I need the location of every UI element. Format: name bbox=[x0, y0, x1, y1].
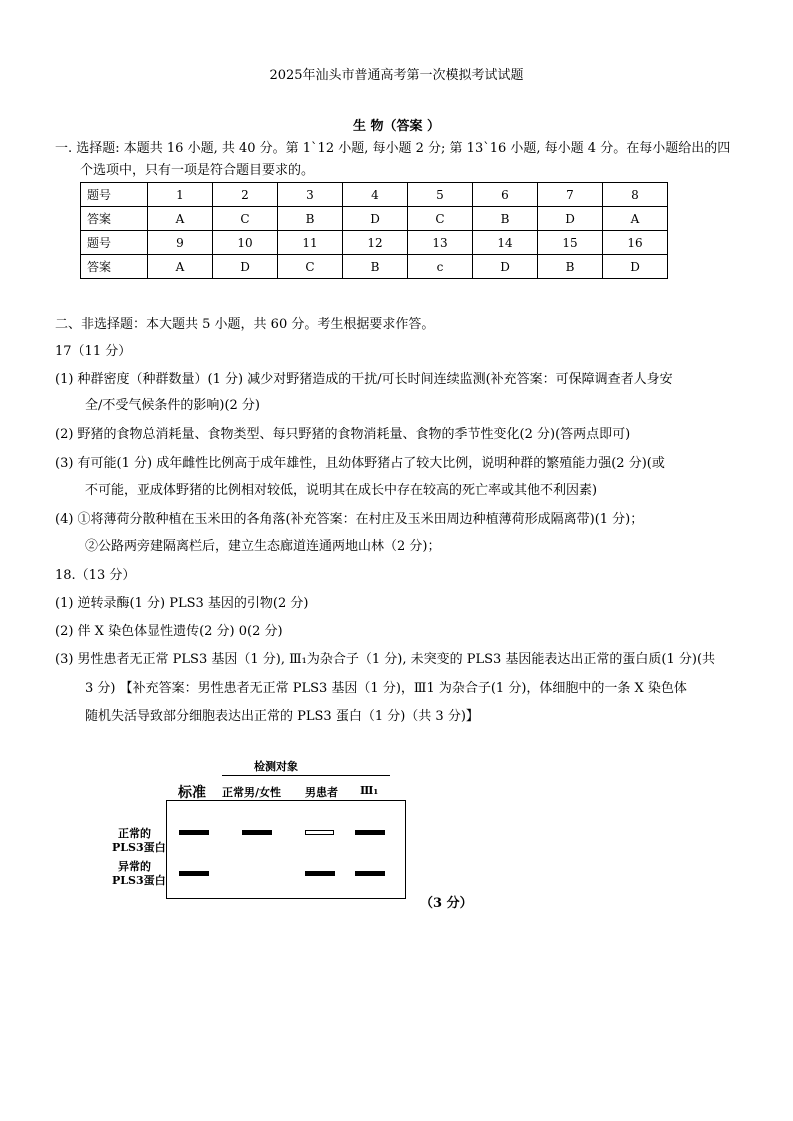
table-cell: C bbox=[213, 207, 278, 231]
table-cell: C bbox=[408, 207, 473, 231]
table-row-label: 答案 bbox=[81, 207, 148, 231]
q18-answer3-line3: 随机失活导致部分细胞表达出正常的 PLS3 蛋白（1 分)（共 3 分)】 bbox=[85, 709, 479, 724]
section1-intro-line2: 个选项中，只有一项是符合题目要求的。 bbox=[80, 163, 315, 178]
table-cell: D bbox=[473, 255, 538, 279]
band-patient-abnormal bbox=[305, 871, 335, 876]
q17-answer3-line2: 不可能，亚成体野猪的比例相对较低，说明其在成长中存在较高的死亡率或其他不利因素) bbox=[85, 483, 598, 498]
figure-group-underline bbox=[222, 775, 390, 776]
q17-answer1-line2: 全/不受气候条件的影响)(2 分) bbox=[85, 398, 260, 413]
q17-answer2: (2) 野猪的食物总消耗量、食物类型、每只野猪的食物消耗量、食物的季节性变化(2 分)(答两点即可) bbox=[55, 427, 631, 442]
table-cell: D bbox=[343, 207, 408, 231]
table-cell: 9 bbox=[148, 231, 213, 255]
q18-heading: 18.（13 分） bbox=[55, 568, 136, 583]
figure-row-normal-line2: PLS3蛋白 bbox=[112, 841, 166, 854]
table-cell: D bbox=[213, 255, 278, 279]
section1-intro-line1: 一. 选择题: 本题共 16 小题, 共 40 分。第 1`12 小题, 每小题 2 分; 第 13`16 小题, 每小题 4 分。在每小题给出的四 bbox=[55, 141, 731, 156]
page-subtitle: 生 物（答案 ） bbox=[352, 119, 441, 134]
table-cell: D bbox=[603, 255, 668, 279]
table-cell: 13 bbox=[408, 231, 473, 255]
section2-intro: 二、非选择题：本大题共 5 小题，共 60 分。考生根据要求作答。 bbox=[55, 317, 435, 332]
band-iii1-normal bbox=[355, 830, 385, 835]
table-cell: B bbox=[343, 255, 408, 279]
gel-frame bbox=[166, 800, 406, 899]
q17-heading: 17（11 分） bbox=[55, 344, 132, 359]
q17-answer4-line1: (4) ①将薄荷分散种植在玉米田的各角落(补充答案：在村庄及玉米田周边种植薄荷形成隔离带)(1 分)； bbox=[55, 512, 644, 527]
table-cell: c bbox=[408, 255, 473, 279]
table-row bbox=[81, 207, 668, 231]
figure-group-label: 检测对象 bbox=[254, 760, 298, 773]
table-cell: 2 bbox=[213, 183, 278, 207]
table-row-label: 答案 bbox=[81, 255, 148, 279]
band-standard-abnormal bbox=[179, 871, 209, 876]
table-cell: 6 bbox=[473, 183, 538, 207]
band-patient-normal-faint bbox=[305, 830, 334, 835]
table-cell: 14 bbox=[473, 231, 538, 255]
band-normal-person-normal bbox=[242, 830, 272, 835]
table-cell: C bbox=[278, 255, 343, 279]
figure-row-abnormal-line1: 异常的 bbox=[118, 860, 151, 873]
q17-answer3-line1: (3) 有可能(1 分) 成年雌性比例高于成年雄性，且幼体野猪占了较大比例，说明种群的繁殖能力强(2 分)(或 bbox=[55, 456, 665, 471]
table-cell: 1 bbox=[148, 183, 213, 207]
answer-table bbox=[80, 182, 668, 279]
table-cell: 16 bbox=[603, 231, 668, 255]
q18-answer2: (2) 伴 X 染色体显性遗传(2 分) 0(2 分) bbox=[55, 624, 283, 639]
table-cell: 7 bbox=[538, 183, 603, 207]
page-title: 2025年汕头市普通高考第一次模拟考试试题 bbox=[269, 68, 524, 83]
figure-col-iii1: Ⅲ₁ bbox=[360, 784, 379, 797]
table-row-label: 题号 bbox=[81, 183, 148, 207]
table-row-label: 题号 bbox=[81, 231, 148, 255]
table-cell: 4 bbox=[343, 183, 408, 207]
q17-answer1-line1: (1) 种群密度（种群数量）(1 分) 减少对野猪造成的干扰/可长时间连续监测(补充答案：可保障调查者人身安 bbox=[55, 372, 673, 387]
band-iii1-abnormal bbox=[355, 871, 385, 876]
q18-answer3-line1: (3) 男性患者无正常 PLS3 基因（1 分), Ⅲ₁为杂合子（1 分), 未突变的 PLS3 基因能表达出正常的蛋白质(1 分)(共 bbox=[55, 652, 716, 667]
table-cell: 11 bbox=[278, 231, 343, 255]
q17-answer4-line2: ②公路两旁建隔离栏后，建立生态廊道连通两地山林（2 分)； bbox=[85, 539, 441, 554]
table-row bbox=[81, 255, 668, 279]
table-cell: 3 bbox=[278, 183, 343, 207]
figure-row-abnormal-line2: PLS3蛋白 bbox=[112, 874, 166, 887]
table-cell: 10 bbox=[213, 231, 278, 255]
figure-score: （3 分） bbox=[420, 896, 473, 911]
table-cell: A bbox=[148, 207, 213, 231]
figure-row-normal-line1: 正常的 bbox=[118, 827, 151, 840]
table-cell: B bbox=[473, 207, 538, 231]
table-cell: B bbox=[278, 207, 343, 231]
band-standard-normal bbox=[179, 830, 209, 835]
table-cell: A bbox=[148, 255, 213, 279]
table-row bbox=[81, 231, 668, 255]
table-cell: D bbox=[538, 207, 603, 231]
table-cell: 15 bbox=[538, 231, 603, 255]
table-cell: 5 bbox=[408, 183, 473, 207]
table-cell: 12 bbox=[343, 231, 408, 255]
figure-col-normal: 正常男/女性 bbox=[222, 786, 282, 799]
table-row bbox=[81, 183, 668, 207]
figure-col-standard: 标准 bbox=[178, 785, 206, 801]
table-cell: A bbox=[603, 207, 668, 231]
table-cell: 8 bbox=[603, 183, 668, 207]
q18-answer1: (1) 逆转录酶(1 分) PLS3 基因的引物(2 分) bbox=[55, 596, 309, 611]
table-cell: B bbox=[538, 255, 603, 279]
q18-answer3-line2: 3 分) 【补充答案：男性患者无正常 PLS3 基因（1 分)，Ⅲ1 为杂合子(1 分)，体细胞中的一条 X 染色体 bbox=[85, 681, 687, 696]
figure-col-patient: 男患者 bbox=[305, 786, 338, 799]
